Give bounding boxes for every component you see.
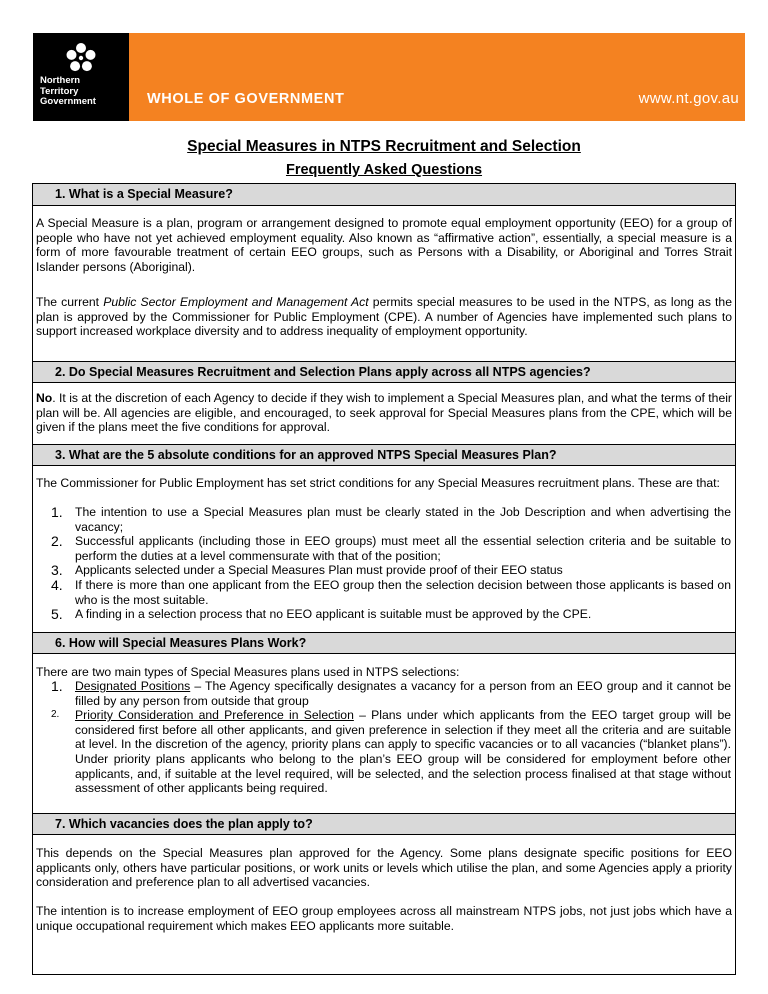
- list-item: [51, 679, 731, 708]
- list-item: [51, 534, 731, 563]
- header-banner: [129, 33, 745, 121]
- plan-type-term: Priority Consideration and Preference in Selection: [75, 708, 354, 723]
- conditions-list: [51, 505, 731, 622]
- logo-wordmark: [40, 76, 96, 108]
- list-item: [51, 505, 731, 534]
- answer-paragraph: [36, 391, 732, 435]
- answer-paragraph: A Special Measure is a plan, program or arrangement designed to promote equal employment opportunity (EEO) for a group of people who have not yet achieved employment equality. Also known as “affirmative action”, essentially, a special measure is a form of more favourable treatment of certain EEO groups, such as Persons with a Disability, or Aboriginal and Torres Strait Islander persons (Aboriginal).: [36, 216, 732, 274]
- list-text: Applicants selected under a Special Measures Plan must provide proof of their EEO status: [75, 563, 563, 578]
- list-number: 1.: [51, 678, 63, 694]
- list-text: – The Agency specifically designates a vacancy for a person from an EEO group and it cannot be filled by any person from outside that group: [75, 679, 731, 708]
- text-run: permits special measures to be used in the NTPS, as long as the plan is approved by the Commissioner for Public Employment (CPE). A number of Agencies have implemented such plans to support increased workplace diversity and to address inequality of employment opportunity.: [36, 295, 732, 339]
- list-number: 3.: [51, 562, 63, 579]
- text-run: The current: [36, 295, 104, 309]
- page-subtitle: Frequently Asked Questions: [285, 162, 483, 178]
- header: [33, 33, 745, 121]
- list-item: [51, 578, 731, 607]
- list-number: 2.: [51, 533, 63, 550]
- list-text: If there is more than one applicant from the EEO group then the selection decision between those applicants is based on who is the most suitable.: [75, 577, 731, 607]
- logo-line: Government: [40, 96, 96, 107]
- answer-paragraph: [36, 295, 732, 339]
- website-link[interactable]: www.nt.gov.au: [638, 90, 739, 107]
- text-run: . It is at the discretion of each Agency to decide if they wish to implement a Special Measures plan, and what the terms of their plan will be. All agencies are eligible, and encouraged, to seek approval for Special Measures plans from the CPE, which will be given if the plans meet the five conditions for approval.: [36, 391, 732, 435]
- question-heading-7: 7. Which vacancies does the plan apply to?: [33, 813, 735, 835]
- question-heading-2: 2. Do Special Measures Recruitment and Selection Plans apply across all NTPS agencies?: [33, 361, 735, 383]
- flower-emblem-icon: [65, 42, 97, 74]
- page-title: Special Measures in NTPS Recruitment and Selection: [187, 138, 581, 155]
- list-number: 2.: [51, 709, 60, 721]
- list-item: [51, 607, 731, 622]
- list-text: The intention to use a Special Measures plan must be clearly stated in the Job Description and when advertising the vacancy;: [75, 505, 731, 534]
- question-heading-1: 1. What is a Special Measure?: [33, 184, 735, 206]
- plan-type-term: Designated Positions: [75, 679, 191, 693]
- faq-table: [32, 183, 736, 975]
- list-item: [51, 708, 731, 796]
- list-text: – Plans under which applicants from the EEO target group will be considered first before all other applicants, and given preference in selection if they meet all the criteria and are suitable at level. In the discretion of the agency, priority plans can apply to specific vacancies or to all vacancies (“blanket plans”). Under priority plans applicants who belong to the plan’s EEO group will be considered for employment before other applicants, and, if suitable at the level required, will be selected, and the selection process finalised at that stage without assessment of other applicants being required.: [75, 708, 731, 796]
- question-heading-3: 3. What are the 5 absolute conditions for an approved NTPS Special Measures Plan?: [33, 444, 735, 466]
- answer-paragraph: This depends on the Special Measures plan approved for the Agency. Some plans designate specific positions for EEO applicants only, others have particular positions, or work units or levels which utilise the plan, and some Agencies apply a priority consideration and preference plan to all advertised vacancies.: [36, 846, 732, 890]
- list-number: 1.: [51, 504, 63, 520]
- section-label: WHOLE OF GOVERNMENT: [147, 91, 345, 107]
- list-item: [51, 563, 731, 578]
- list-text: Successful applicants (including those in EEO groups) must meet all the essential selection criteria and be suitable to perform the duties at a level commensurate with that of the position;: [75, 534, 731, 563]
- answer-emphasis: No: [36, 391, 53, 405]
- act-title: Public Sector Employment and Management Act: [103, 295, 369, 309]
- list-text: A finding in a selection process that no EEO applicant is suitable must be approved by the CPE.: [75, 607, 592, 622]
- list-number: 4.: [51, 576, 63, 593]
- list-number: 5.: [51, 606, 63, 623]
- question-heading-6: 6. How will Special Measures Plans Work?: [33, 632, 735, 654]
- nt-government-logo[interactable]: [33, 33, 129, 121]
- answer-paragraph: The Commissioner for Public Employment has set strict conditions for any Special Measures recruitment plans. These are that:: [36, 476, 720, 490]
- answer-paragraph: The intention is to increase employment of EEO group employees across all mainstream NTPS jobs, not just jobs which have a unique occupational requirement which makes EEO applicants more suitable.: [36, 904, 732, 933]
- answer-paragraph: There are two main types of Special Measures plans used in NTPS selections:: [36, 665, 460, 679]
- plan-types-list: [51, 679, 731, 796]
- logo-line: Northern: [40, 75, 81, 86]
- logo-line: Territory: [40, 85, 79, 97]
